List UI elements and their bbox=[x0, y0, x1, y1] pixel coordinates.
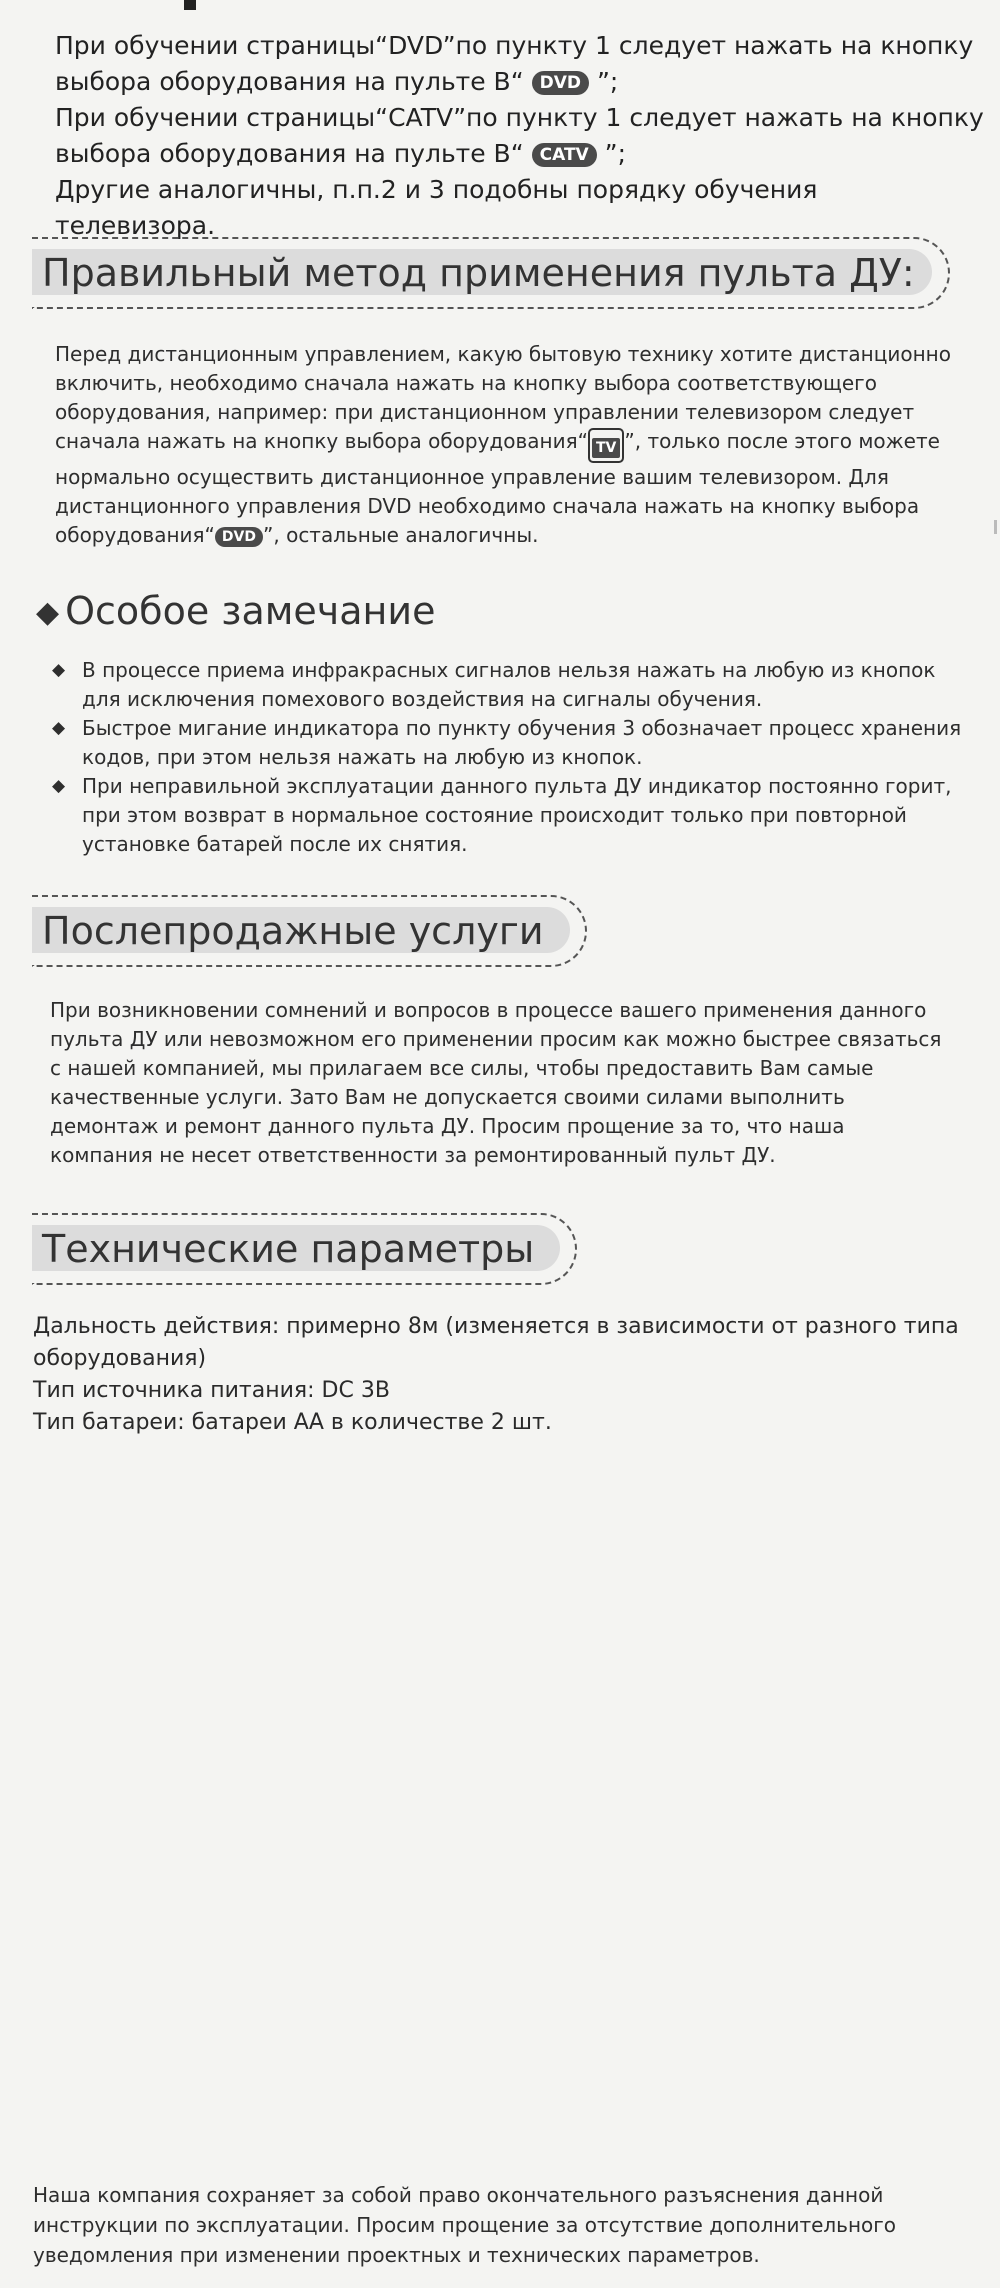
intro-line-catv: При обучении страницы“CATV”по пункту 1 следует нажать на кнопку выбора оборудования на пульте В“ CATV ”; bbox=[55, 103, 984, 168]
spec-range: Дальность действия: примерно 8м (изменяется в зависимости от разного типа оборудования) bbox=[33, 1314, 959, 1371]
specs-section-header bbox=[32, 1213, 577, 1285]
scan-artifact bbox=[994, 520, 997, 534]
remark-title: ◆ Особое замечание bbox=[36, 585, 435, 639]
tv-key-icon: TV bbox=[588, 428, 624, 463]
diamond-bullet-icon: ◆ bbox=[52, 776, 66, 796]
intro-line-dvd: При обучении страницы“DVD”по пункту 1 следует нажать на кнопку выбора оборудования на пульте В“ DVD ”; bbox=[55, 31, 974, 96]
aftersales-title: Послепродажные услуги bbox=[42, 909, 544, 953]
intro-text bbox=[55, 28, 985, 244]
spec-power: Тип источника питания: DC 3В bbox=[33, 1378, 390, 1403]
list-item: ◆ При неправильной эксплуатации данного пульта ДУ индикатор постоянно горит, при этом возврат в нормальное состояние происходит только при повторной установке батарей после их снятия. bbox=[52, 774, 952, 856]
aftersales-section-header bbox=[32, 895, 587, 967]
list-item: ◆ В процессе приема инфракрасных сигналов нельзя нажать на любую из кнопок для исключения помехового воздействия на сигналы обучения. bbox=[52, 658, 936, 711]
dvd-key-icon: DVD bbox=[532, 71, 589, 95]
footer-note: Наша компания сохраняет за собой право окончательного разъяснения данной инструкции по эксплуатации. Просим прощение за отсутствие дополнительного уведомления при изменении проектных и технических параметров. bbox=[33, 2183, 897, 2267]
catv-key-icon: CATV bbox=[532, 143, 597, 167]
diamond-bullet-icon: ◆ bbox=[52, 718, 66, 738]
specs-title: Технические параметры bbox=[42, 1227, 535, 1271]
diamond-bullet-icon: ◆ bbox=[52, 660, 66, 680]
list-item: ◆ Быстрое мигание индикатора по пункту обучения 3 обозначает процесс хранения кодов, при этом нельзя нажать на любую из кнопок. bbox=[52, 716, 962, 769]
method-title: Правильный метод применения пульта ДУ: bbox=[42, 251, 915, 295]
remark-list bbox=[52, 656, 972, 859]
spec-battery: Тип батареи: батареи АА в количестве 2 шт. bbox=[33, 1410, 552, 1435]
dvd-key-icon: DVD bbox=[215, 527, 263, 547]
intro-line-other: Другие аналогичны, п.п.2 и 3 подобны порядку обучения телевизора. bbox=[55, 175, 818, 240]
scan-mark bbox=[184, 0, 196, 10]
aftersales-text: При возникновении сомнений и вопросов в процессе вашего применения данного пульта ДУ или невозможном его применении просим как можно быстрее связаться с нашей компанией, мы прилагаем все силы, чтобы предоставить Вам самые качественные услуги. Зато Вам не допускается своими силами выполнить демонтаж и ремонт данного пульта ДУ. Просим прощение за то, что наша компания не несет ответственности за ремонтированный пульт ДУ. bbox=[50, 998, 942, 1167]
diamond-bullet-icon: ◆ bbox=[36, 595, 60, 630]
method-section-header bbox=[32, 237, 950, 309]
specs-list bbox=[33, 1311, 973, 1439]
method-text: Перед дистанционным управлением, какую бытовую технику хотите дистанционно включить, необходимо сначала нажать на кнопку выбора соответствующего оборудования, например: при дистанционном управлении телевизором следует сначала нажать на кнопку выбора оборудования“ TV ”, только после этого можете нормально осуществить дистанционное управление вашим телевизором. Для дистанционного управления DVD необходимо сначала нажать на кнопку выбора оборудования“ DVD ”, остальные аналогичны. bbox=[55, 342, 951, 547]
